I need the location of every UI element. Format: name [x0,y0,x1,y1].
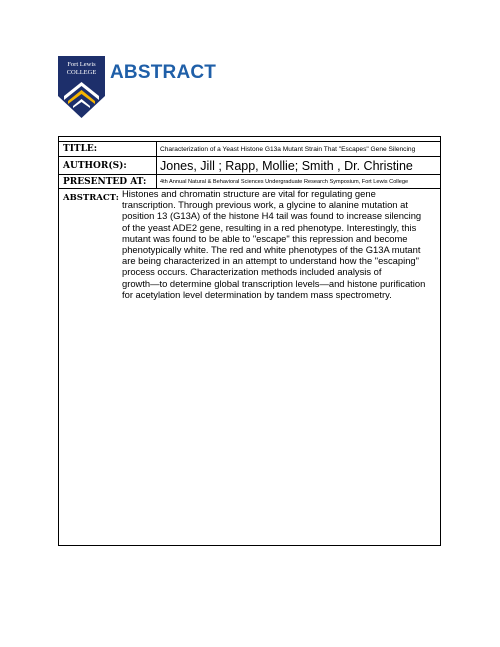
fort-lewis-college-logo [58,56,105,118]
title-label: TITLE: [59,142,157,156]
page-title: ABSTRACT [110,62,217,83]
title-row [59,141,440,157]
presented-row [59,175,440,189]
authors-value: Jones, Jill ; Rapp, Mollie; Smith , Dr. Christine [160,158,413,173]
logo-line1: Fort Lewis [67,61,96,68]
abstract-text: Histones and chromatin structure are vital for regulating gene transcription. Through previous work, a glycine to alanine mutation at position 13 (G13A) of the histone H4 tail was found to increase silencing of the yeast ADE2 gene, resulting in a red phenotype. Interestingly, this mutant was found to be able to "escape" this repression and become phenotypically white. The red and white phenotypes of the G13A mutant are being characterized in an attempt to understand how the "escaping" process occurs. Characterization methods included analysis of growth—to determine global transcription levels—and histone purification for acetylation level determination by tandem mass spectrometry. [122,188,426,300]
logo-line2: COLLEGE [66,69,97,76]
authors-row [59,157,440,175]
abstract-form [58,136,441,546]
presented-label: PRESENTED AT: [59,175,157,188]
presented-value: 4th Annual Natural & Behavioral Sciences Undergraduate Research Symposium, Fort Lewis College [160,178,409,185]
authors-label: AUTHOR(S): [59,157,157,174]
abstract-label: ABSTRACT: [63,193,119,203]
title-value: Characterization of a Yeast Histone G13a Mutant Strain That "Escapes" Gene Silencing [160,145,416,153]
college-crest-icon [58,56,105,118]
